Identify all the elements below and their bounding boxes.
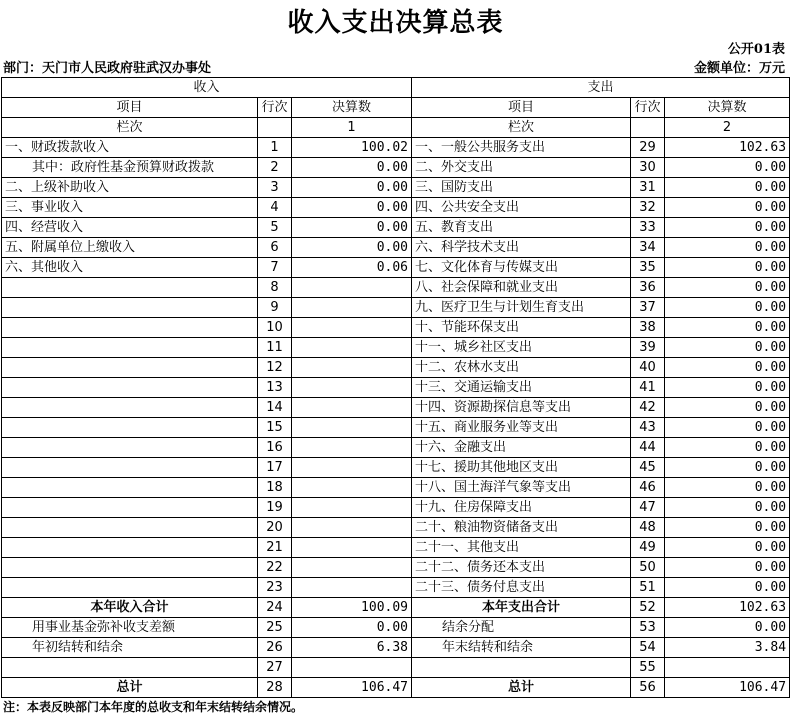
expense-amount: 0.00 (665, 258, 790, 278)
expense-line-no: 52 (631, 598, 665, 618)
income-amount (292, 478, 412, 498)
income-item-name (2, 398, 258, 418)
income-line-no: 8 (258, 278, 292, 298)
expense-line-no: 31 (631, 178, 665, 198)
expense-amount: 0.00 (665, 358, 790, 378)
table-row (2, 378, 790, 398)
income-amount: 106.47 (292, 678, 412, 698)
expense-amount: 106.47 (665, 678, 790, 698)
expense-amount-header: 决算数 (665, 98, 790, 118)
expense-amount: 0.00 (665, 538, 790, 558)
income-amount (292, 538, 412, 558)
expense-item-name: 十九、住房保障支出 (412, 498, 631, 518)
income-item-name (2, 518, 258, 538)
expense-item-name: 十五、商业服务业等支出 (412, 418, 631, 438)
expense-item-name: 二十、粮油物资储备支出 (412, 518, 631, 538)
expense-line-no: 49 (631, 538, 665, 558)
expense-column-label: 栏次 (412, 118, 631, 138)
table-row (2, 678, 790, 698)
expense-amount: 0.00 (665, 518, 790, 538)
income-item-name (2, 358, 258, 378)
income-line-no: 28 (258, 678, 292, 698)
expense-line-no: 36 (631, 278, 665, 298)
income-item-name: 三、事业收入 (2, 198, 258, 218)
income-line-no: 19 (258, 498, 292, 518)
expense-item-name: 九、医疗卫生与计划生育支出 (412, 298, 631, 318)
header-row-column-index (2, 118, 790, 138)
income-line-no: 24 (258, 598, 292, 618)
table-row (2, 358, 790, 378)
income-line-no: 18 (258, 478, 292, 498)
income-amount (292, 338, 412, 358)
expense-line-no: 32 (631, 198, 665, 218)
expense-item-name (412, 658, 631, 678)
form-code: 公开01表 (727, 42, 785, 57)
income-line-no: 21 (258, 538, 292, 558)
expense-line-no: 30 (631, 158, 665, 178)
income-item-name: 其中：政府性基金预算财政拨款 (2, 158, 258, 178)
income-line-no: 23 (258, 578, 292, 598)
expense-item-name: 十七、援助其他地区支出 (412, 458, 631, 478)
income-item-name (2, 578, 258, 598)
income-amount (292, 278, 412, 298)
table-row (2, 618, 790, 638)
expense-amount (665, 658, 790, 678)
income-line-no: 13 (258, 378, 292, 398)
expense-item-name: 二十二、债务还本支出 (412, 558, 631, 578)
income-item-name (2, 558, 258, 578)
table-note: 注：本表反映部门本年度的总收支和年末结转结余情况。 (3, 700, 304, 714)
income-line-no: 20 (258, 518, 292, 538)
expense-item-name: 十、节能环保支出 (412, 318, 631, 338)
table-row (2, 178, 790, 198)
income-amount (292, 458, 412, 478)
expense-amount: 0.00 (665, 178, 790, 198)
table-row (2, 438, 790, 458)
expense-line-no: 35 (631, 258, 665, 278)
expense-line-no: 45 (631, 458, 665, 478)
income-line-no: 2 (258, 158, 292, 178)
expense-item-name: 三、国防支出 (412, 178, 631, 198)
expense-line-no: 53 (631, 618, 665, 638)
expense-amount: 0.00 (665, 418, 790, 438)
income-amount (292, 298, 412, 318)
expense-amount: 102.63 (665, 598, 790, 618)
table-row (2, 238, 790, 258)
expense-item-name: 八、社会保障和就业支出 (412, 278, 631, 298)
income-item-name: 年初结转和结余 (2, 638, 258, 658)
expense-line-no: 48 (631, 518, 665, 538)
expense-line-no: 46 (631, 478, 665, 498)
income-item-name (2, 338, 258, 358)
table-row (2, 338, 790, 358)
table-row (2, 638, 790, 658)
income-line-no: 1 (258, 138, 292, 158)
expense-item-name: 四、公共安全支出 (412, 198, 631, 218)
expense-line-no: 56 (631, 678, 665, 698)
income-amount (292, 418, 412, 438)
income-line-no: 22 (258, 558, 292, 578)
income-amount (292, 518, 412, 538)
income-item-name (2, 278, 258, 298)
income-amount (292, 658, 412, 678)
expense-item-name: 十六、金融支出 (412, 438, 631, 458)
expense-item-name: 二十一、其他支出 (412, 538, 631, 558)
table-row (2, 478, 790, 498)
income-item-name: 五、附属单位上缴收入 (2, 238, 258, 258)
income-amount: 100.09 (292, 598, 412, 618)
expense-item-name: 十三、交通运输支出 (412, 378, 631, 398)
expense-line-no: 54 (631, 638, 665, 658)
income-amount (292, 578, 412, 598)
expense-line-no: 55 (631, 658, 665, 678)
income-line-no: 11 (258, 338, 292, 358)
expense-line-no: 51 (631, 578, 665, 598)
income-amount-header: 决算数 (292, 98, 412, 118)
table-row (2, 538, 790, 558)
expense-item-name: 二、外交支出 (412, 158, 631, 178)
table-row (2, 218, 790, 238)
income-line-no-header: 行次 (258, 98, 292, 118)
expense-amount: 0.00 (665, 618, 790, 638)
expense-line-no: 38 (631, 318, 665, 338)
table-row (2, 258, 790, 278)
income-amount: 0.00 (292, 218, 412, 238)
empty-cell (631, 118, 665, 138)
table-row (2, 158, 790, 178)
income-line-no: 3 (258, 178, 292, 198)
expense-item-name: 结余分配 (412, 618, 631, 638)
income-line-no: 14 (258, 398, 292, 418)
income-line-no: 9 (258, 298, 292, 318)
income-item-name (2, 378, 258, 398)
income-line-no: 26 (258, 638, 292, 658)
amount-unit-label: 金额单位：万元 (693, 61, 785, 76)
income-item-name: 四、经营收入 (2, 218, 258, 238)
expense-amount: 0.00 (665, 198, 790, 218)
header-row-columns (2, 98, 790, 118)
table-row (2, 278, 790, 298)
table-row (2, 298, 790, 318)
expense-amount: 0.00 (665, 478, 790, 498)
income-line-no: 12 (258, 358, 292, 378)
expense-amount: 0.00 (665, 398, 790, 418)
income-amount: 100.02 (292, 138, 412, 158)
expense-item-name: 年末结转和结余 (412, 638, 631, 658)
expense-amount: 102.63 (665, 138, 790, 158)
income-line-no: 27 (258, 658, 292, 678)
income-amount (292, 498, 412, 518)
expense-line-no: 29 (631, 138, 665, 158)
income-line-no: 16 (258, 438, 292, 458)
empty-cell (258, 118, 292, 138)
expense-amount: 0.00 (665, 458, 790, 478)
income-line-no: 15 (258, 418, 292, 438)
income-item-name (2, 538, 258, 558)
expense-line-no: 44 (631, 438, 665, 458)
income-amount: 0.00 (292, 198, 412, 218)
expense-line-no: 42 (631, 398, 665, 418)
expense-line-no: 50 (631, 558, 665, 578)
income-item-name (2, 298, 258, 318)
expense-amount: 0.00 (665, 298, 790, 318)
table-row (2, 518, 790, 538)
expense-amount: 0.00 (665, 218, 790, 238)
expense-line-no: 41 (631, 378, 665, 398)
income-line-no: 25 (258, 618, 292, 638)
table-row (2, 398, 790, 418)
income-line-no: 6 (258, 238, 292, 258)
expense-item-name: 十一、城乡社区支出 (412, 338, 631, 358)
expense-section-header: 支出 (412, 78, 790, 98)
income-item-name: 一、财政拨款收入 (2, 138, 258, 158)
income-line-no: 5 (258, 218, 292, 238)
table-row (2, 138, 790, 158)
income-line-no: 7 (258, 258, 292, 278)
expense-amount: 0.00 (665, 318, 790, 338)
income-amount (292, 378, 412, 398)
expense-column-index: 2 (665, 118, 790, 138)
income-amount: 6.38 (292, 638, 412, 658)
table-row (2, 418, 790, 438)
expense-line-no: 34 (631, 238, 665, 258)
expense-item-name: 十四、资源勘探信息等支出 (412, 398, 631, 418)
income-item-name: 用事业基金弥补收支差额 (2, 618, 258, 638)
income-item-name (2, 478, 258, 498)
table-row (2, 578, 790, 598)
income-item-name: 本年收入合计 (2, 598, 258, 618)
income-amount (292, 358, 412, 378)
expense-item-name: 本年支出合计 (412, 598, 631, 618)
expense-amount: 0.00 (665, 498, 790, 518)
expense-item-name: 二十三、债务付息支出 (412, 578, 631, 598)
department-label: 部门：天门市人民政府驻武汉办事处 (3, 61, 212, 76)
income-amount (292, 438, 412, 458)
expense-item-header: 项目 (412, 98, 631, 118)
income-item-name: 二、上级补助收入 (2, 178, 258, 198)
header-row-section (2, 78, 790, 98)
income-amount (292, 318, 412, 338)
income-amount: 0.00 (292, 238, 412, 258)
income-column-label: 栏次 (2, 118, 258, 138)
income-item-name: 六、其他收入 (2, 258, 258, 278)
income-line-no: 10 (258, 318, 292, 338)
income-section-header: 收入 (2, 78, 412, 98)
expense-item-name: 十二、农林水支出 (412, 358, 631, 378)
expense-line-no: 39 (631, 338, 665, 358)
income-item-name (2, 418, 258, 438)
expense-amount: 3.84 (665, 638, 790, 658)
expense-amount: 0.00 (665, 578, 790, 598)
income-item-name: 总计 (2, 678, 258, 698)
income-item-name (2, 458, 258, 478)
table-row (2, 318, 790, 338)
expense-amount: 0.00 (665, 278, 790, 298)
income-amount: 0.06 (292, 258, 412, 278)
expense-item-name: 五、教育支出 (412, 218, 631, 238)
expense-amount: 0.00 (665, 238, 790, 258)
income-item-name (2, 318, 258, 338)
income-item-name (2, 438, 258, 458)
expense-item-name: 总计 (412, 678, 631, 698)
expense-item-name: 七、文化体育与传媒支出 (412, 258, 631, 278)
table-row (2, 458, 790, 478)
income-amount (292, 558, 412, 578)
table-row (2, 498, 790, 518)
income-amount: 0.00 (292, 178, 412, 198)
income-item-name (2, 658, 258, 678)
table-row (2, 658, 790, 678)
expense-amount: 0.00 (665, 338, 790, 358)
expense-amount: 0.00 (665, 158, 790, 178)
income-line-no: 4 (258, 198, 292, 218)
expense-amount: 0.00 (665, 378, 790, 398)
page-title: 收入支出决算总表 (287, 8, 504, 38)
income-expense-table (1, 77, 790, 698)
expense-amount: 0.00 (665, 558, 790, 578)
expense-amount: 0.00 (665, 438, 790, 458)
income-amount: 0.00 (292, 158, 412, 178)
expense-line-no: 40 (631, 358, 665, 378)
income-item-header: 项目 (2, 98, 258, 118)
table-row (2, 558, 790, 578)
expense-line-no-header: 行次 (631, 98, 665, 118)
income-item-name (2, 498, 258, 518)
income-amount (292, 398, 412, 418)
table-row (2, 198, 790, 218)
income-line-no: 17 (258, 458, 292, 478)
expense-line-no: 37 (631, 298, 665, 318)
expense-line-no: 43 (631, 418, 665, 438)
expense-line-no: 33 (631, 218, 665, 238)
expense-item-name: 十八、国土海洋气象等支出 (412, 478, 631, 498)
table-row (2, 598, 790, 618)
expense-item-name: 一、一般公共服务支出 (412, 138, 631, 158)
income-column-index: 1 (292, 118, 412, 138)
income-amount: 0.00 (292, 618, 412, 638)
expense-line-no: 47 (631, 498, 665, 518)
expense-item-name: 六、科学技术支出 (412, 238, 631, 258)
